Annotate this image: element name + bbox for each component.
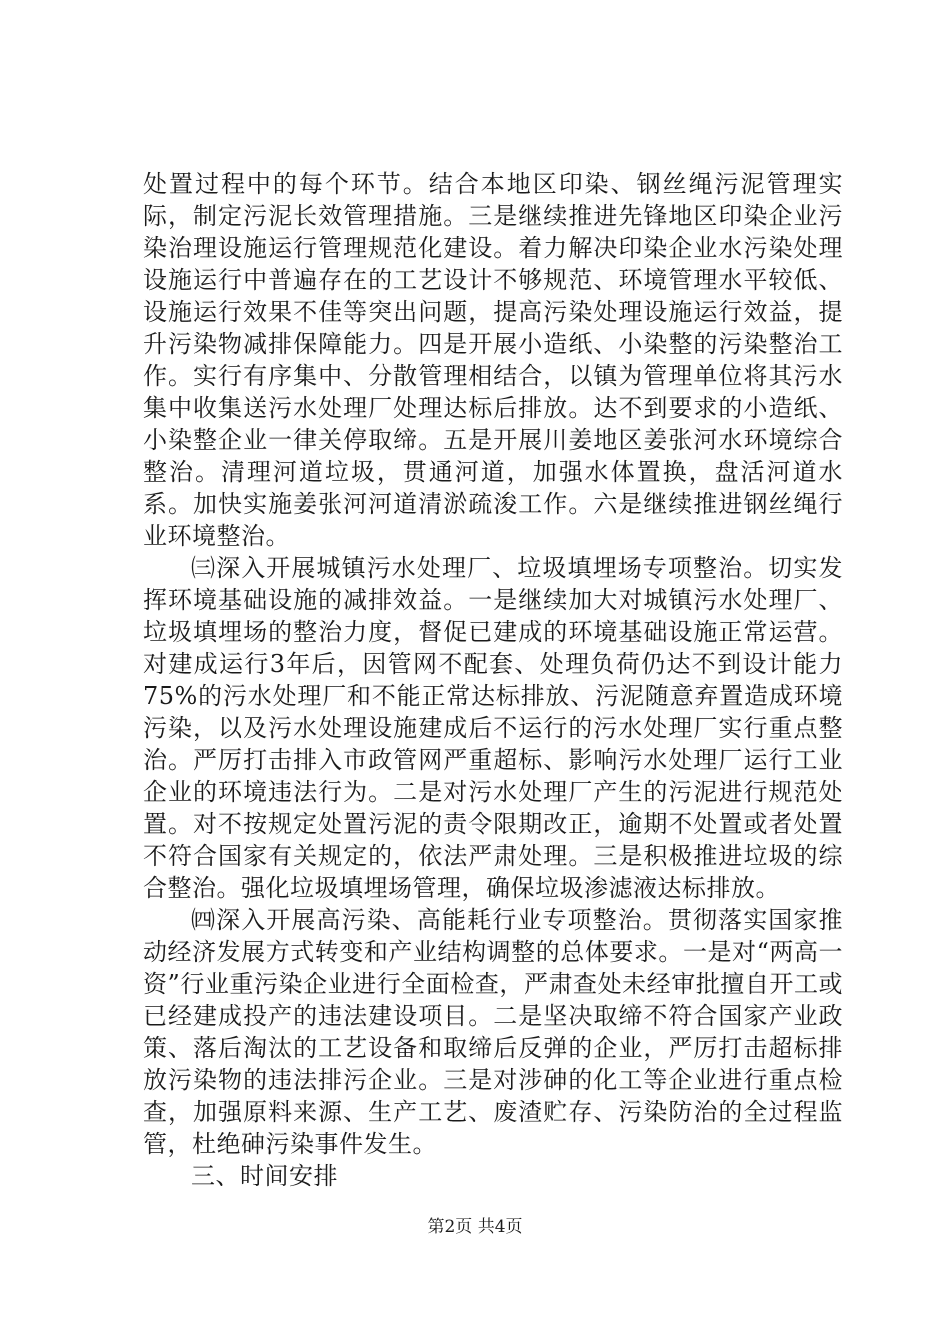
- page-number-footer: 第2页 共4页: [427, 1217, 523, 1237]
- paragraph-continuation: 处置过程中的每个环节。结合本地区印染、钢丝绳污泥管理实际，制定污泥长效管理措施。三是继续推进先锋地区印染企业污染治理设施运行管理规范化建设。着力解决印染企业水污染处理设施运行中普遍存在的工艺设计不够规范、环境管理水平较低、设施运行效果不佳等突出问题，提高污染处理设施运行效益，提升污染物减排保障能力。四是开展小造纸、小染整的污染整治工作。实行有序集中、分散管理相结合，以镇为管理单位将其污水集中收集送污水处理厂处理达标后排放。达不到要求的小造纸、小染整企业一律关停取缔。五是开展川姜地区姜张河水环境综合整治。清理河道垃圾，贯通河道，加强水体置换，盘活河道水系。加快实施姜张河河道清淤疏浚工作。六是继续推进钢丝绳行业环境整治。: [143, 170, 843, 550]
- paragraph-section-4: ㈣深入开展高污染、高能耗行业专项整治。贯彻落实国家推动经济发展方式转变和产业结构调整的总体要求。一是对“两高一资”行业重污染企业进行全面检查，严肃查处未经审批擅自开工或已经建成投产的违法建设项目。二是坚决取缔不符合国家产业政策、落后淘汰的工艺设备和取缔后反弹的企业，严厉打击超标排放污染物的违法排污企业。三是对涉砷的化工等企业进行重点检查，加强原料来源、生产工艺、废渣贮存、污染防治的全过程监管，杜绝砷污染事件发生。: [143, 906, 843, 1158]
- document-body: [143, 168, 843, 1192]
- section-heading-schedule: 三、时间安排: [191, 1162, 338, 1190]
- paragraph-section-3: ㈢深入开展城镇污水处理厂、垃圾填埋场专项整治。切实发挥环境基础设施的减排效益。一是继续加大对城镇污水处理厂、垃圾填埋场的整治力度，督促已建成的环境基础设施正常运营。对建成运行3年后，因管网不配套、处理负荷仍达不到设计能力75%的污水处理厂和不能正常达标排放、污泥随意弃置造成环境污染，以及污水处理设施建成后不运行的污水处理厂实行重点整治。严厉打击排入市政管网严重超标、影响污水处理厂运行工业企业的环境违法行为。二是对污水处理厂产生的污泥进行规范处置。对不按规定处置污泥的责令限期改正，逾期不处置或者处置不符合国家有关规定的，依法严肃处理。三是积极推进垃圾的综合整治。强化垃圾填埋场管理，确保垃圾渗滤液达标排放。: [143, 554, 843, 902]
